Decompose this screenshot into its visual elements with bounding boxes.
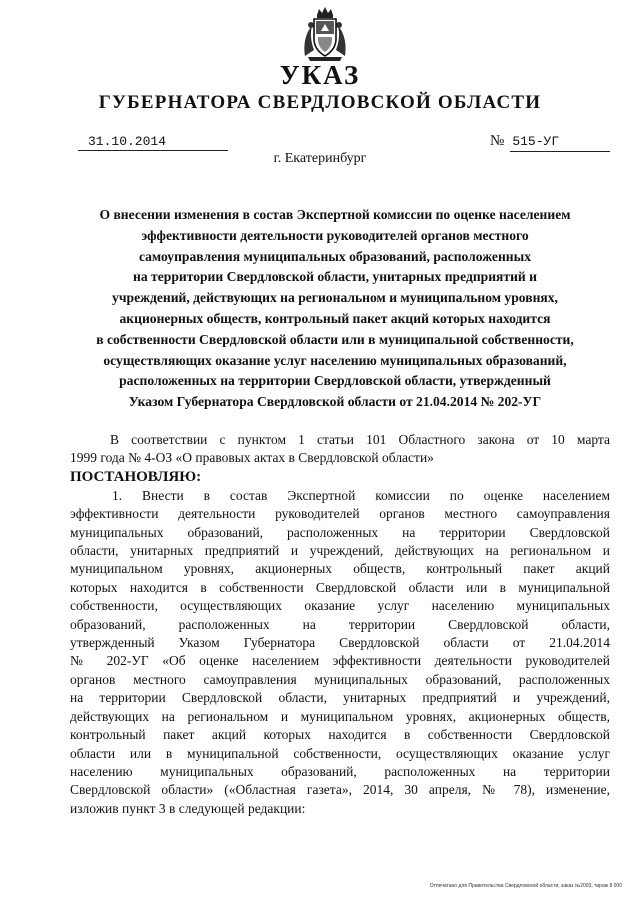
title-line: акционерных обществ, контрольный пакет акций которых находится [119, 310, 551, 326]
title-line: учреждений, действующих на региональном и муниципальном уровнях, [112, 290, 558, 306]
paragraph-line: образований, расположенных на территории Свердловской области, [70, 616, 610, 632]
decree-word: ПОСТАНОВЛЯЮ: [70, 468, 202, 485]
paragraph-line: области или в муниципальной собственности, осуществляющих оказание услуг [70, 745, 610, 761]
paragraph-line: муниципальных образований, расположенных на территории Свердловской [70, 524, 610, 540]
title-line: на территории Свердловской области, унитарных предприятий и [133, 269, 537, 285]
print-note: Отпечатано для Правительства Свердловской области, заказ №2003, тираж 8 000 [429, 883, 622, 889]
title-line: самоуправления муниципальных образований, расположенных [138, 248, 532, 264]
paragraph-line: муниципальном уровнях, акционерных обществ, контрольный пакет акций [70, 561, 610, 577]
title-line: эффективности деятельности руководителей органов местного [141, 227, 529, 243]
paragraph-line: Свердловской области» («Областная газета», 2014, 30 апреля, № 78), изменение, [70, 782, 610, 798]
paragraph-line: 1. Внести в состав Экспертной комиссии по оценке населением [112, 487, 610, 503]
preamble-line: 1999 года № 4-ОЗ «О правовых актах в Свердловской области» [70, 450, 434, 466]
number-value: 515-УГ [510, 133, 610, 152]
city-line: г. Екатеринбург [273, 151, 367, 166]
title-line: осуществляющих оказание услуг населению муниципальных образований, [103, 352, 567, 368]
document-body [70, 431, 610, 818]
issuer-heading: ГУБЕРНАТОРА СВЕРДЛОВСКОЙ ОБЛАСТИ [98, 92, 542, 113]
paragraph-line: № 202-УГ «Об оценке населением эффективности деятельности руководителей [70, 653, 610, 669]
title-line: в собственности Свердловской области или в муниципальной собственности, [96, 331, 574, 347]
document-number [490, 132, 610, 152]
paragraph-line: области, унитарных предприятий и учреждений, действующих на региональном и [70, 543, 610, 559]
paragraph-line: которых находится в собственности Свердловской области или в муниципальной [70, 579, 610, 595]
number-sign: № [490, 133, 505, 149]
title-line: Указом Губернатора Свердловской области от 21.04.2014 № 202-УГ [128, 394, 542, 410]
document-type-heading: УКАЗ [279, 60, 361, 90]
title-line: расположенных на территории Свердловской области, утвержденный [119, 373, 551, 389]
paragraph-line: действующих на региональном и муниципальном уровнях, акционерных обществ, [70, 708, 610, 724]
coat-of-arms-icon [302, 6, 348, 64]
paragraph-line: контрольный пакет акций которых находится в собственности Свердловской [70, 727, 610, 743]
document-date: 31.10.2014 [78, 134, 228, 151]
paragraph-line: на территории Свердловской области, унитарных предприятий и учреждений, [70, 690, 610, 706]
paragraph-line: собственности, осуществляющих оказание услуг населению муниципальных [70, 598, 610, 614]
paragraph-line: эффективности деятельности руководителей органов местного самоуправления [70, 506, 610, 522]
document-title [62, 205, 608, 413]
paragraph-line: изложив пункт 3 в следующей редакции: [70, 800, 306, 816]
title-line: О внесении изменения в состав Экспертной комиссии по оценке населением [99, 207, 571, 222]
paragraph-line: утвержденный Указом Губернатора Свердловской области от 21.04.2014 [70, 635, 610, 651]
preamble-line: В соответствии с пунктом 1 статьи 101 Областного закона от 10 марта [110, 432, 610, 447]
paragraph-line: органов местного самоуправления муниципальных образований, расположенных [70, 671, 610, 687]
paragraph-line: населению муниципальных образований, расположенных на территории [70, 763, 610, 779]
